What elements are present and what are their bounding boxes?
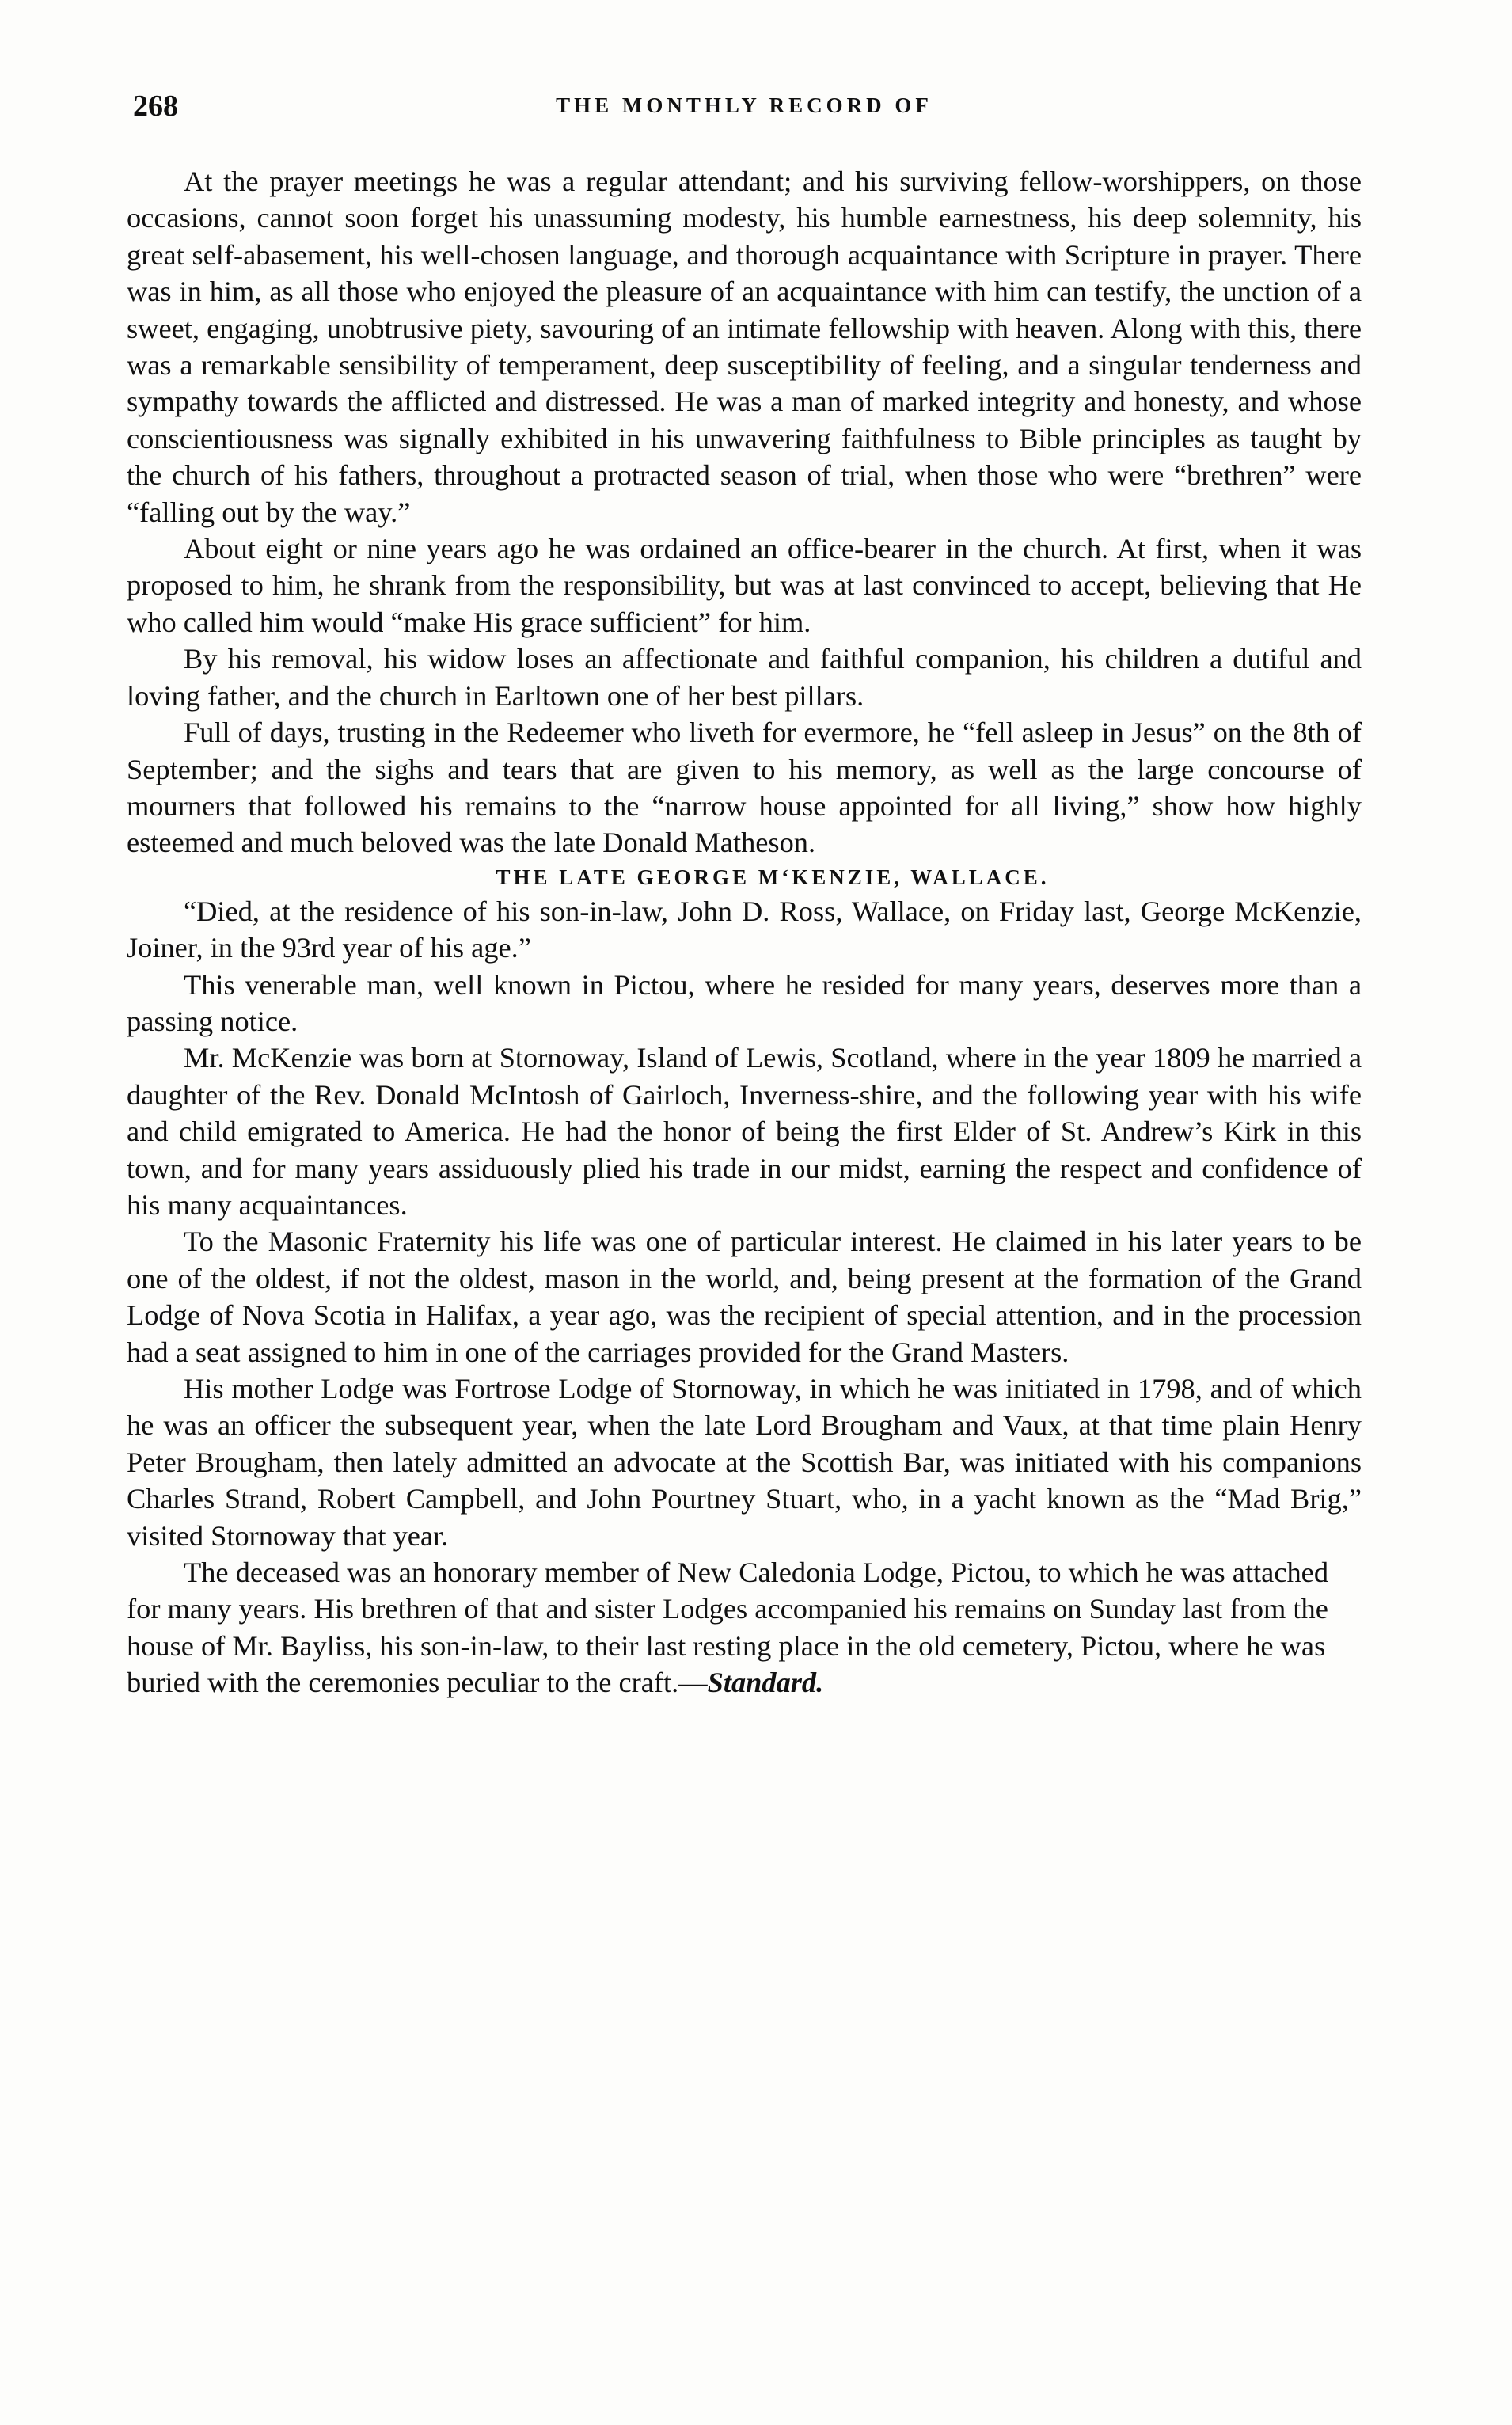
final-paragraph xyxy=(127,1554,1362,1701)
paragraph: His mother Lodge was Fortrose Lodge of Stornoway, in which he was initiated in 1798, and of which he was an officer the subsequent year, when the late Lord Brougham and Vaux, at that time plain Henry Peter Brougham, then lately admitted an advocate at the Scottish Bar, was initiated with his companions Charles Strand, Robert Campbell, and John Pourtney Stuart, who, in a yacht known as the “Mad Brig,” visited Stornoway that year. xyxy=(127,1373,1362,1552)
paragraph: “Died, at the residence of his son-in-law, John D. Ross, Wallace, on Friday last, George McKenzie, Joiner, in the 93rd year of his age.” xyxy=(127,895,1362,964)
section-heading: THE LATE GEORGE M‘KENZIE, WALLACE. xyxy=(496,865,1050,889)
paragraph: Mr. McKenzie was born at Stornoway, Island of Lewis, Scotland, where in the year 1809 he married a daughter of the Rev. Donald McIntosh of Gairloch, Inverness-shire, and the following year with his wife and child emigrated to America. He had the honor of being the first Elder of St. Andrew’s Kirk in this town, and for many years assiduously plied his trade in our midst, earning the respect and confidence of his many acquaintances. xyxy=(127,1042,1362,1221)
paragraph: By his removal, his widow loses an affectionate and faithful companion, his children a dutiful and loving father, and the church in Earltown one of her best pillars. xyxy=(127,643,1362,712)
paragraph: To the Masonic Fraternity his life was one of particular interest. He claimed in his later years to be one of the oldest, if not the oldest, mason in the world, and, being present at the formation of the Grand Lodge of Nova Scotia in Halifax, a year ago, was the recipient of special attention, and in the procession had a seat assigned to him in one of the carriages provided for the Grand Masters. xyxy=(127,1226,1362,1368)
page-body xyxy=(127,163,1362,1701)
final-paragraph-text: The deceased was an honorary member of New Caledonia Lodge, Pictou, to which he was attached for many years. His brethren of that and sister Lodges accompanied his remains on Sunday last from the house of Mr. Bayliss, his son-in-law, to their last resting place in the old cemetery, Pictou, where he was buried with the ceremonies peculiar to the craft.— xyxy=(127,1556,1329,1699)
running-title: THE MONTHLY RECORD OF xyxy=(556,93,933,117)
paragraph: At the prayer meetings he was a regular attendant; and his surviving fellow-worshippers, on those occasions, cannot soon forget his unassuming modesty, his humble earnestness, his deep solemnity, his great self-abasement, his well-chosen language, and thorough acquaintance with Scripture in prayer. There was in him, as all those who enjoyed the pleasure of an acquaintance with him can testify, the unction of a sweet, engaging, unobtrusive piety, savouring of an intimate fellowship with heaven. Along with this, there was a remarkable sensibility of temperament, deep susceptibility of feeling, and a singular tenderness and sympathy towards the afflicted and distressed. He was a man of marked integrity and honesty, and whose conscientiousness was signally exhibited in his unwavering faithfulness to Bible principles as taught by the church of his fathers, throughout a protracted season of trial, when those who were “brethren” were “falling out by the way.” xyxy=(127,165,1362,528)
paragraph: Full of days, trusting in the Redeemer who liveth for evermore, he “fell asleep in Jesus” on the 8th of September; and the sighs and tears that are given to his memory, as well as the large concourse of mourners that followed his remains to the “narrow house appointed for all living,” show how highly esteemed and much beloved was the late Donald Matheson. xyxy=(127,716,1362,859)
page-header xyxy=(127,89,1362,133)
source-citation: Standard. xyxy=(707,1667,824,1699)
paragraph: This venerable man, well known in Pictou, where he resided for many years, deserves more than a passing notice. xyxy=(127,968,1362,1037)
page-number: 268 xyxy=(133,89,178,123)
paragraph: About eight or nine years ago he was ordained an office-bearer in the church. At first, when it was proposed to him, he shrank from the responsibility, but was at last convinced to accept, believing that He who called him would “make His grace sufficient” for him. xyxy=(127,533,1362,638)
